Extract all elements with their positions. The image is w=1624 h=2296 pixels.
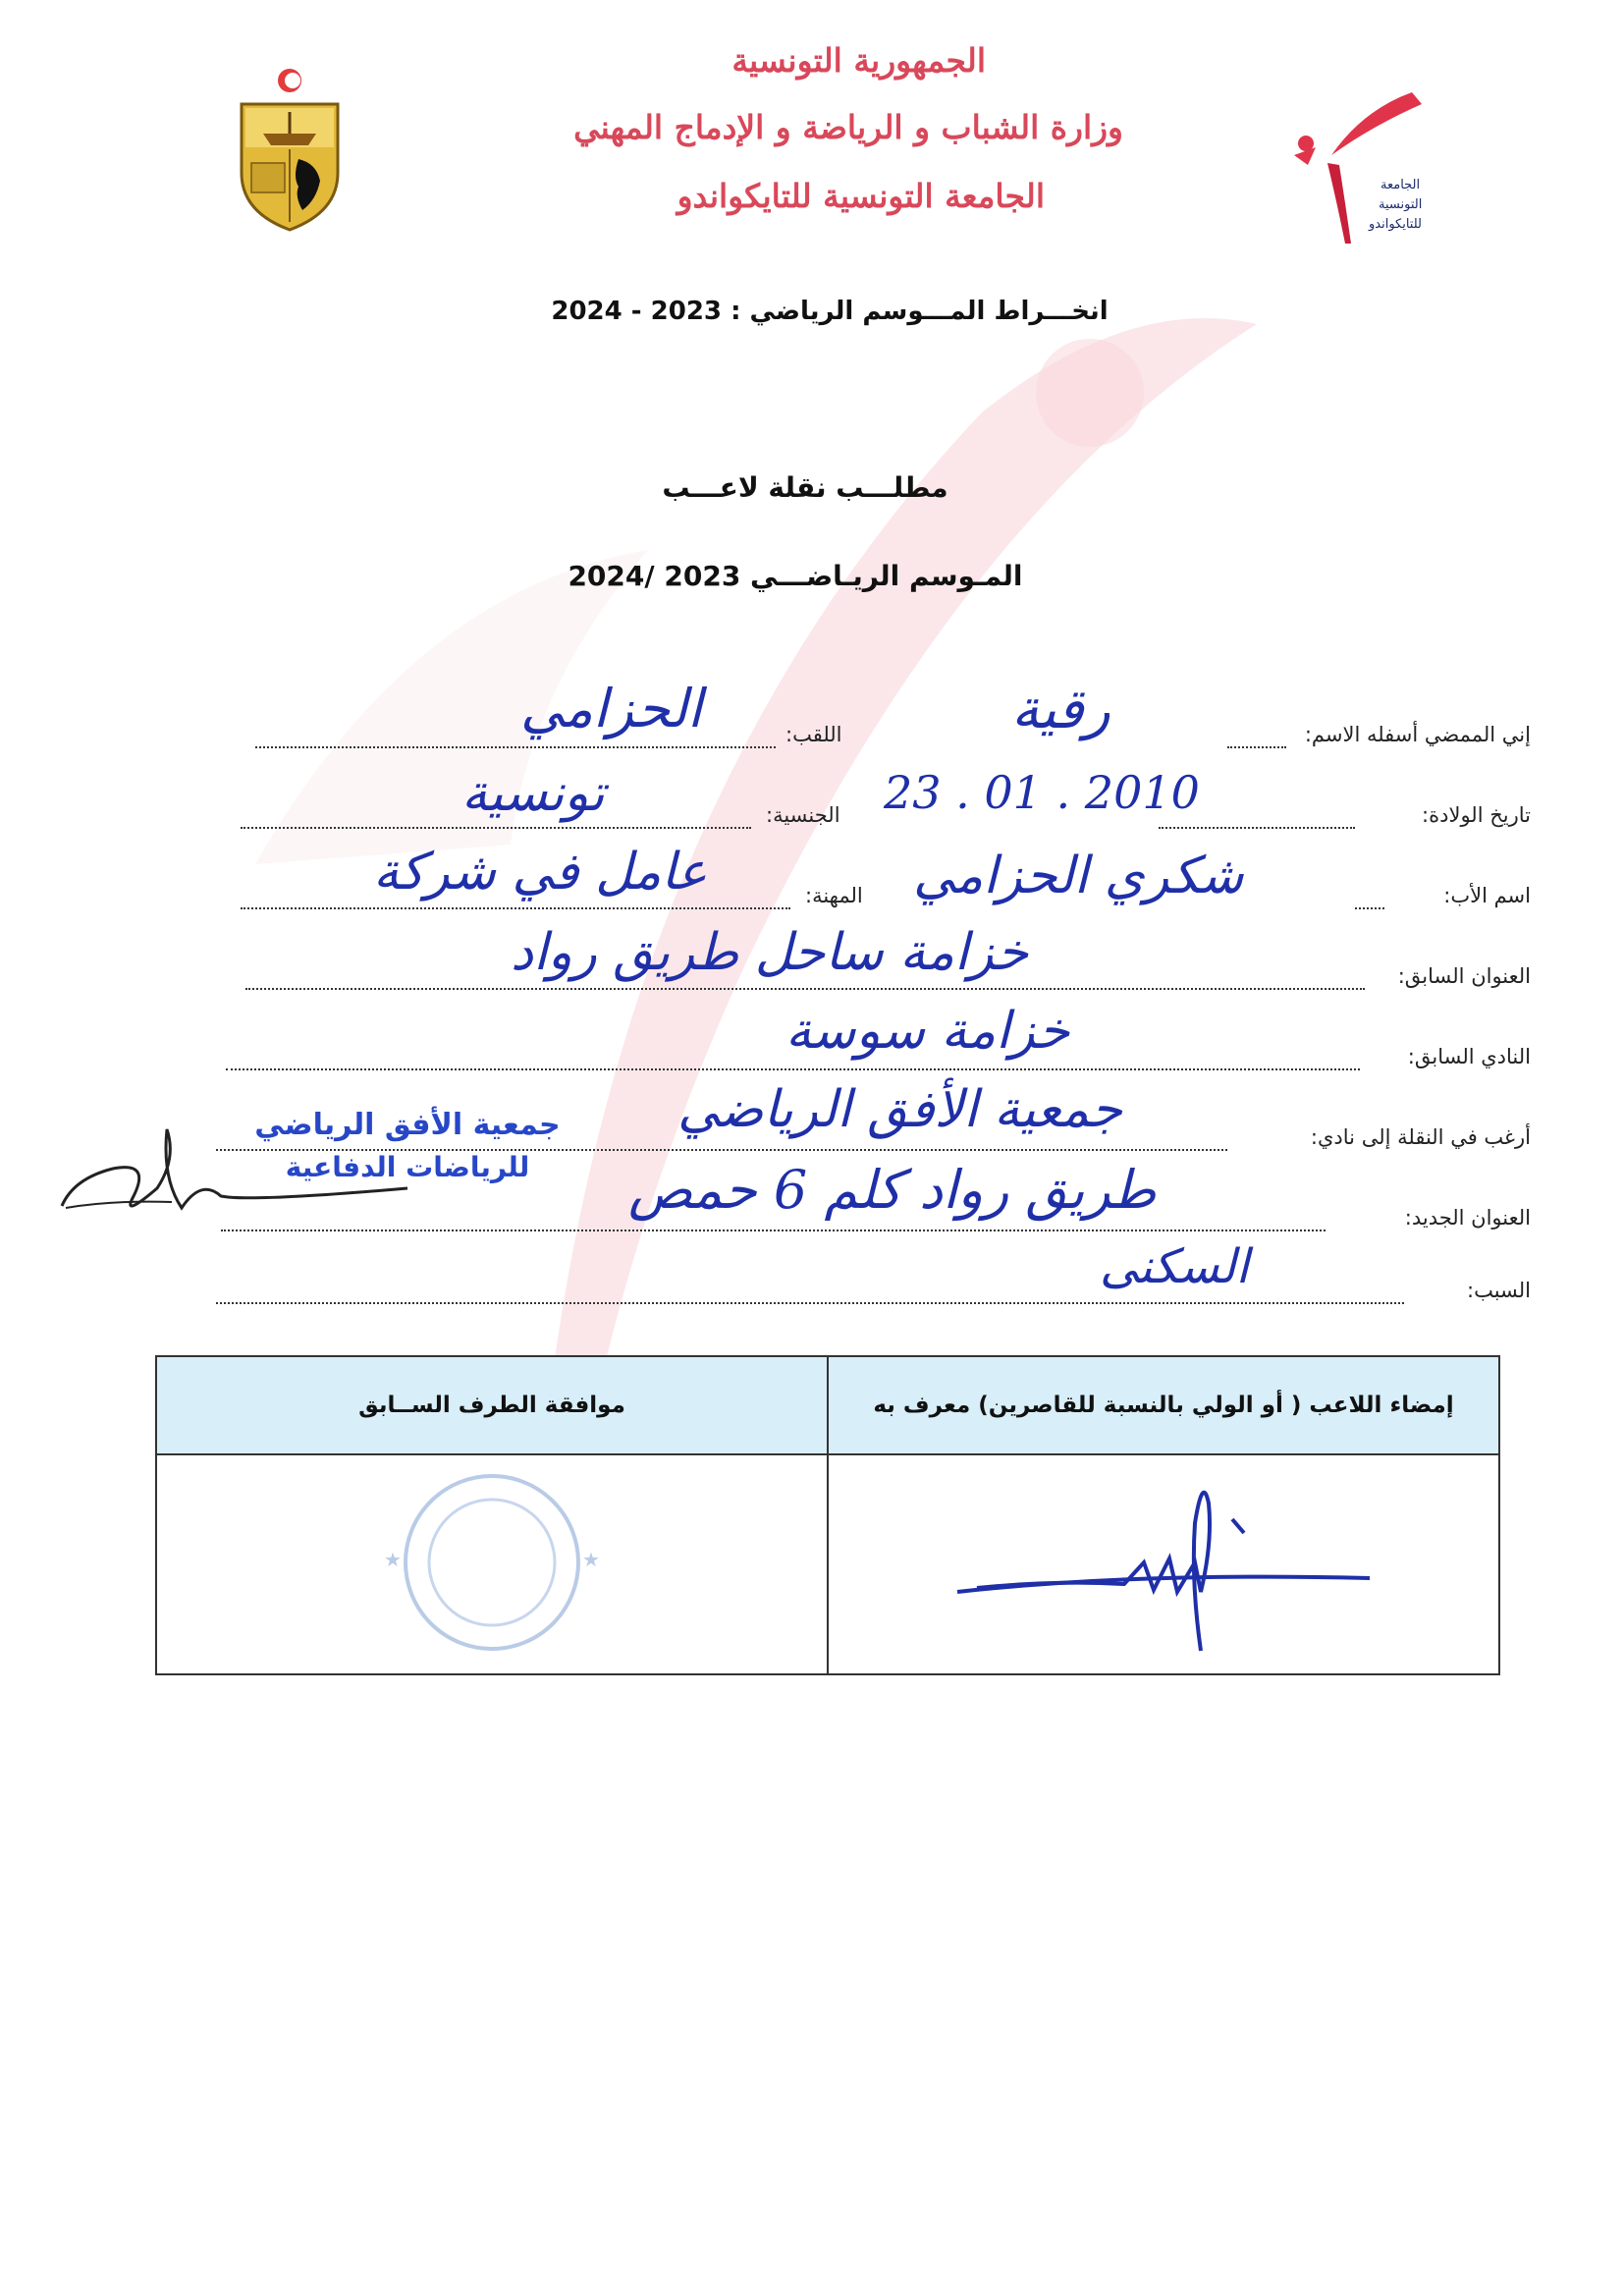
birthdate-label: تاريخ الولادة: [1422, 803, 1531, 827]
new-address-value: طريق رواد كلم 6 حمص [628, 1159, 1157, 1221]
target-club-value: جمعية الأفق الرياضي [677, 1080, 1123, 1139]
club-signature [54, 1120, 427, 1237]
profession-dots [241, 907, 790, 909]
reason-label: السبب: [1467, 1279, 1531, 1302]
svg-text:التونسية: التونسية [1379, 197, 1423, 212]
season-title: المـوسم الريـاضـــي 2023 /2024 [568, 560, 1023, 592]
nationality-label: الجنسية: [766, 803, 840, 827]
prev-club-label: النادي السابق: [1407, 1045, 1531, 1068]
svg-text:★: ★ [384, 1548, 402, 1571]
father-value: شكري الحزامي [913, 847, 1244, 905]
previous-party-header: موافقة الطرف الســابق [156, 1356, 828, 1454]
lastname-dots [255, 746, 776, 748]
birthdate-value: 23 . 01 . 2010 [884, 766, 1200, 819]
header-federation: الجامعة التونسية للتايكواندو [677, 177, 1045, 215]
prev-club-dots [226, 1068, 1360, 1070]
reason-value: السكنى [1100, 1239, 1249, 1294]
lastname-label: اللقب: [785, 723, 842, 746]
svg-text:الجامعة: الجامعة [1380, 178, 1421, 192]
player-signature-header: إمضاء اللاعب ( أو الولي بالنسبة للقاصرين) معرف به [828, 1356, 1499, 1454]
affiliation-season-title: انخـــراط المـــوسم الرياضي : 2023 - 2024 [551, 297, 1109, 326]
prev-address-dots [245, 988, 1365, 990]
federation-logo [1294, 86, 1441, 253]
lastname-value: الحزامي [520, 678, 703, 739]
svg-text:للتايكواندو: للتايكواندو [1369, 217, 1422, 232]
svg-text:★: ★ [582, 1548, 600, 1571]
prev-address-value: خزامة ساحل طريق رواد [511, 923, 1029, 982]
tunisia-coat-of-arms [234, 65, 344, 232]
nationality-value: تونسية [461, 764, 605, 823]
profession-label: المهنة: [805, 884, 863, 907]
prev-club-value: خزامة سوسة [785, 1002, 1070, 1061]
club-stamp-line1: جمعية الأفق الرياضي [254, 1108, 561, 1142]
header-republic: الجمهورية التونسية [731, 41, 986, 80]
father-dots [1355, 907, 1384, 909]
firstname-dots [1227, 746, 1286, 748]
faded-stamp [364, 1464, 620, 1661]
header-ministry: وزارة الشباب و الرياضة و الإدماج المهني [573, 108, 1123, 146]
firstname-label: إني الممضي أسفله الاسم: [1304, 723, 1531, 746]
birthdate-dots [1159, 827, 1355, 829]
profession-value: عامل في شركة [373, 843, 708, 902]
nationality-dots [241, 827, 751, 829]
reason-dots [216, 1302, 1404, 1304]
player-signature [938, 1464, 1389, 1661]
request-title: مطلـــب نقلة لاعـــب [662, 471, 948, 504]
club-stamp-line2: للرياضات الدفاعية [285, 1151, 530, 1183]
father-label: اسم الأب: [1443, 884, 1531, 907]
prev-address-label: العنوان السابق: [1397, 964, 1531, 988]
firstname-value: رقية [1011, 678, 1110, 741]
previous-party-approval-cell [156, 1454, 828, 1674]
target-club-label: أرغب في النقلة إلى نادي: [1310, 1125, 1531, 1149]
player-signature-cell [828, 1454, 1499, 1674]
signature-table [155, 1355, 1500, 1675]
new-address-label: العنوان الجديد: [1404, 1206, 1531, 1230]
